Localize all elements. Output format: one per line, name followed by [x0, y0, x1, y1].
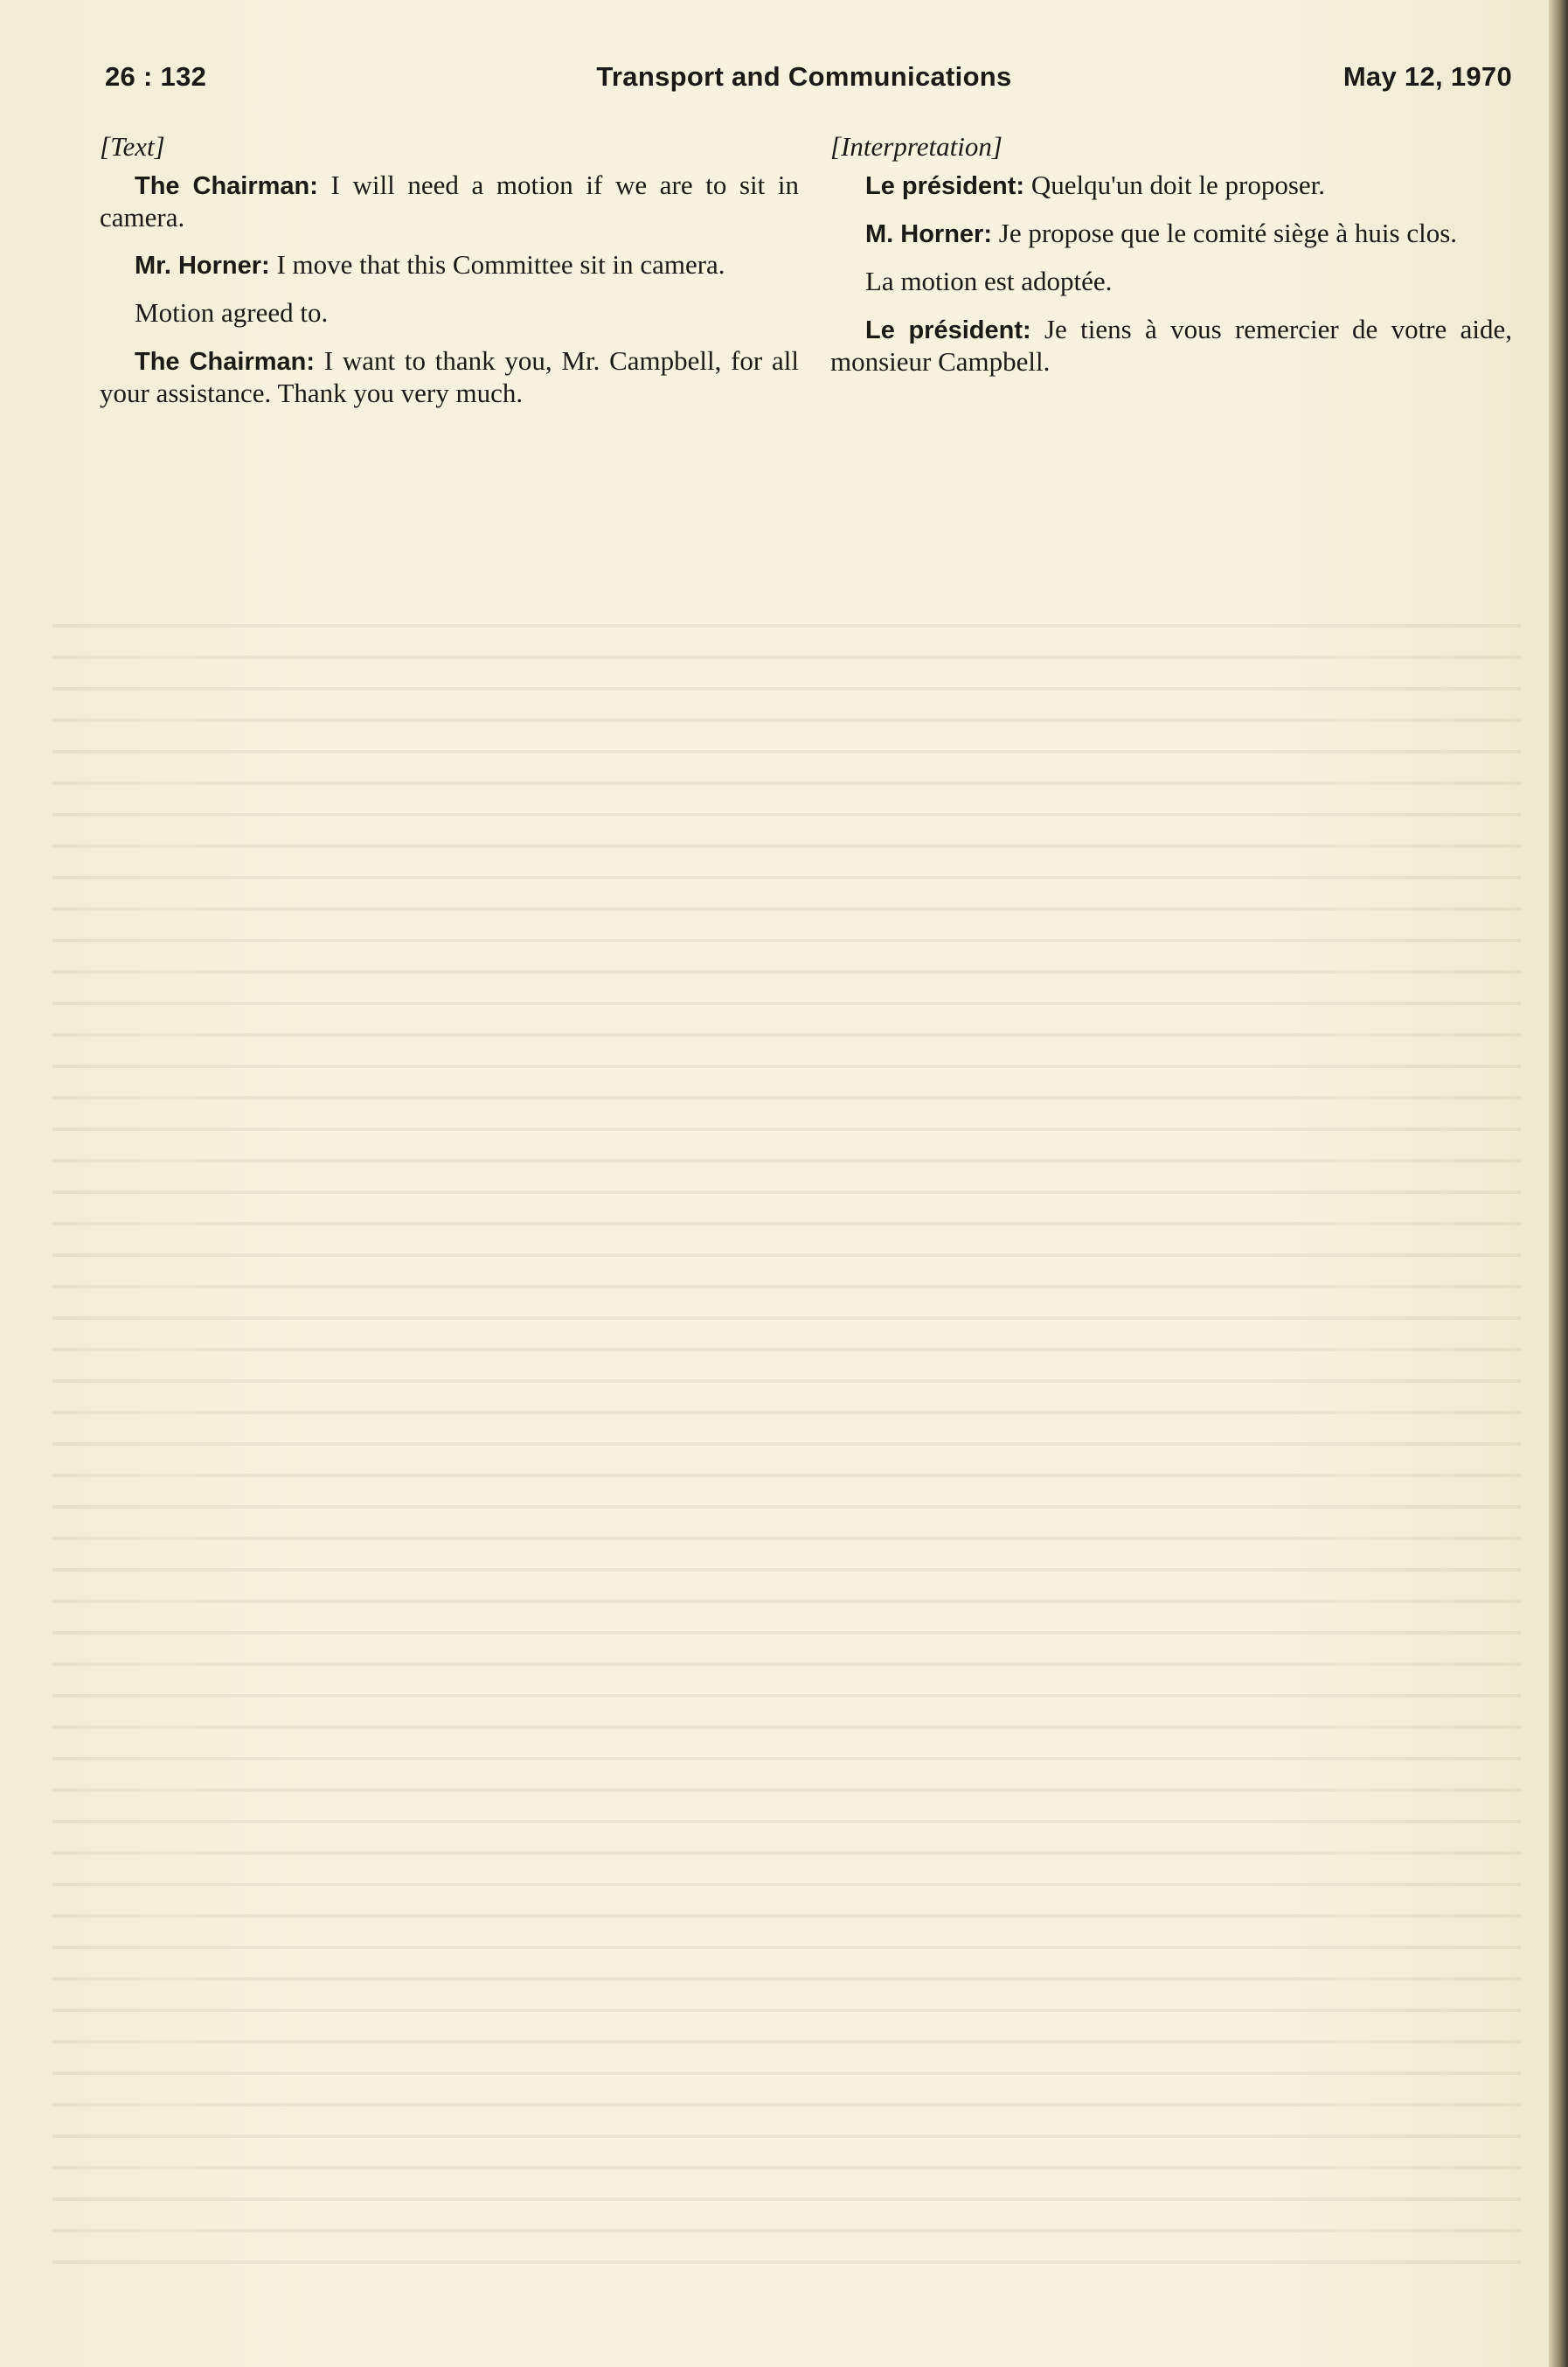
- page-edge-shadow: [1549, 0, 1568, 2367]
- paragraph: [100, 297, 799, 330]
- paragraph-text: Je tiens à vous remercier de votre aide, monsieur Campbell.: [830, 314, 1513, 377]
- paragraph-text: I move that this Committee sit in camera.: [269, 249, 725, 280]
- paragraph-text: Motion agreed to.: [135, 297, 329, 328]
- speaker-name: Le président:: [865, 316, 1031, 344]
- paragraph: [100, 249, 799, 281]
- paragraph-text: I want to thank you, Mr. Campbell, for all your assistance. Thank you very much.: [100, 345, 799, 408]
- paragraph: [830, 170, 1512, 202]
- page-date: May 12, 1970: [1343, 61, 1512, 92]
- paragraph-text: La motion est adoptée.: [865, 266, 1113, 296]
- page-title: Transport and Communications: [596, 61, 1012, 92]
- french-column: [830, 131, 1512, 393]
- page-number: 26 : 132: [105, 61, 207, 92]
- bleed-through-texture: [52, 603, 1521, 2264]
- speaker-name: The Chairman:: [135, 172, 318, 200]
- paragraph-text: Je propose que le comité siège à huis clos.: [992, 218, 1458, 248]
- paragraph: [100, 345, 799, 409]
- page-header: [96, 56, 1512, 100]
- paragraph: [830, 218, 1512, 250]
- paragraph: [100, 170, 799, 233]
- column-label: [Text]: [100, 131, 165, 162]
- speaker-name: M. Horner:: [865, 220, 992, 248]
- column-label: [Interpretation]: [830, 131, 1003, 162]
- speaker-name: Le président:: [865, 172, 1025, 200]
- english-column: [100, 131, 799, 425]
- paragraph-text: I will need a motion if we are to sit in camera.: [100, 170, 800, 233]
- paragraph: [830, 314, 1512, 378]
- paragraph-text: Quelqu'un doit le proposer.: [1024, 170, 1326, 200]
- speaker-name: The Chairman:: [135, 348, 316, 376]
- paragraph: [830, 266, 1512, 298]
- speaker-name: Mr. Horner:: [135, 252, 270, 280]
